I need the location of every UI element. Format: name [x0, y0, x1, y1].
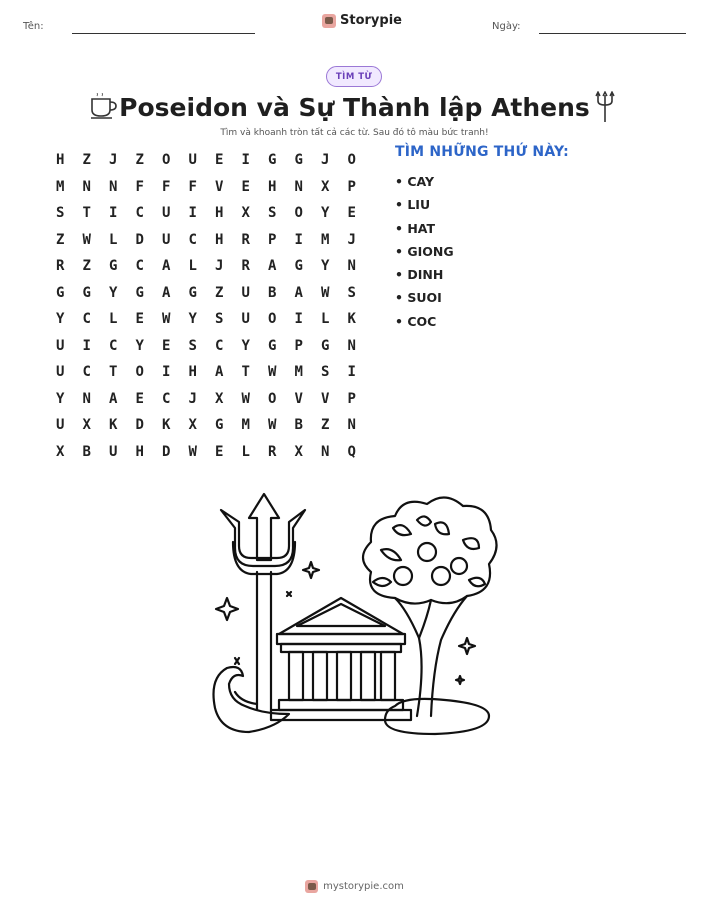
word-list-title: TÌM NHỮNG THỨ NÀY:	[395, 144, 569, 160]
grid-letter[interactable]: X	[82, 417, 91, 434]
storypie-icon	[322, 14, 336, 28]
grid-letter[interactable]: X	[294, 443, 303, 460]
grid-letter[interactable]: E	[162, 337, 171, 354]
grid-letter[interactable]: E	[135, 390, 144, 407]
grid-letter[interactable]: E	[347, 205, 356, 222]
grid-letter[interactable]: I	[82, 337, 91, 354]
grid-letter[interactable]: Q	[347, 443, 356, 460]
grid-letter[interactable]: U	[162, 231, 171, 248]
grid-letter[interactable]: A	[162, 284, 171, 301]
grid-letter[interactable]: J	[188, 390, 197, 407]
grid-letter[interactable]: W	[268, 364, 277, 381]
grid-letter[interactable]: N	[347, 258, 356, 275]
page-title: Poseidon và Sự Thành lập Athens	[119, 93, 590, 122]
grid-letter[interactable]: Y	[241, 337, 250, 354]
grid-letter[interactable]: N	[82, 178, 91, 195]
grid-letter[interactable]: X	[241, 205, 250, 222]
grid-letter[interactable]: C	[109, 337, 118, 354]
grid-letter[interactable]: Y	[321, 205, 330, 222]
grid-letter[interactable]: H	[268, 178, 277, 195]
grid-letter[interactable]: L	[188, 258, 197, 275]
grid-letter[interactable]: M	[56, 178, 65, 195]
grid-letter[interactable]: F	[135, 178, 144, 195]
grid-letter[interactable]: N	[347, 337, 356, 354]
grid-letter[interactable]: P	[294, 337, 303, 354]
grid-letter[interactable]: D	[162, 443, 171, 460]
grid-letter[interactable]: F	[188, 178, 197, 195]
grid-letter[interactable]: Z	[321, 417, 330, 434]
grid-letter[interactable]: A	[162, 258, 171, 275]
grid-letter[interactable]: V	[215, 178, 224, 195]
grid-letter[interactable]: F	[162, 178, 171, 195]
grid-letter[interactable]: R	[241, 231, 250, 248]
grid-letter[interactable]: V	[294, 390, 303, 407]
grid-letter[interactable]: S	[268, 205, 277, 222]
grid-letter[interactable]: C	[82, 364, 91, 381]
grid-letter[interactable]: G	[188, 284, 197, 301]
grid-letter[interactable]: G	[294, 258, 303, 275]
grid-letter[interactable]: D	[135, 417, 144, 434]
grid-letter[interactable]: O	[162, 152, 171, 169]
grid-letter[interactable]: U	[241, 284, 250, 301]
grid-letter[interactable]: N	[321, 443, 330, 460]
word-list-item: • SUOI	[395, 290, 442, 306]
instructions: Tìm và khoanh tròn tất cả các từ. Sau đó tô màu bức tranh!	[220, 128, 489, 138]
grid-letter[interactable]: H	[215, 205, 224, 222]
grid-letter[interactable]: M	[321, 231, 330, 248]
grid-letter[interactable]: O	[268, 311, 277, 328]
badge-label: TÌM TỪ	[335, 71, 373, 82]
grid-letter[interactable]: N	[82, 390, 91, 407]
grid-letter[interactable]: S	[188, 337, 197, 354]
trident-icon	[595, 91, 615, 123]
grid-letter[interactable]: I	[294, 311, 303, 328]
grid-letter[interactable]: O	[294, 205, 303, 222]
grid-letter[interactable]: P	[347, 178, 356, 195]
grid-letter[interactable]: Y	[56, 311, 65, 328]
word-list-item: • DINH	[395, 267, 444, 283]
date-field[interactable]	[539, 33, 686, 34]
grid-letter[interactable]: B	[294, 417, 303, 434]
grid-letter[interactable]: G	[109, 258, 118, 275]
grid-letter[interactable]: O	[268, 390, 277, 407]
grid-letter[interactable]: A	[109, 390, 118, 407]
grid-letter[interactable]: T	[241, 364, 250, 381]
footer-url[interactable]: mystorypie.com	[323, 881, 404, 892]
grid-letter[interactable]: E	[215, 443, 224, 460]
grid-letter[interactable]: D	[135, 231, 144, 248]
grid-letter[interactable]: H	[135, 443, 144, 460]
grid-letter[interactable]: Y	[109, 284, 118, 301]
grid-letter[interactable]: P	[268, 231, 277, 248]
grid-letter[interactable]: N	[347, 417, 356, 434]
grid-letter[interactable]: S	[215, 311, 224, 328]
grid-letter[interactable]: R	[241, 258, 250, 275]
grid-letter[interactable]: C	[82, 311, 91, 328]
grid-letter[interactable]: Z	[135, 152, 144, 169]
grid-letter[interactable]: U	[56, 417, 65, 434]
activity-badge	[326, 66, 382, 87]
grid-letter[interactable]: G	[294, 152, 303, 169]
word-list-item: • CAY	[395, 174, 435, 189]
grid-letter[interactable]: C	[215, 337, 224, 354]
grid-letter[interactable]: I	[162, 364, 171, 381]
grid-letter[interactable]: W	[82, 231, 91, 248]
grid-letter[interactable]: G	[56, 284, 65, 301]
grid-letter[interactable]: M	[241, 417, 250, 434]
word-list-item: • GIONG	[395, 243, 454, 259]
name-field[interactable]	[72, 33, 255, 34]
grid-letter[interactable]: M	[294, 364, 303, 381]
grid-letter[interactable]: L	[241, 443, 250, 460]
grid-letter[interactable]: C	[188, 231, 197, 248]
grid-letter[interactable]: I	[109, 205, 118, 222]
grid-letter[interactable]: H	[188, 364, 197, 381]
grid-letter[interactable]: U	[162, 205, 171, 222]
grid-letter[interactable]: S	[321, 364, 330, 381]
grid-letter[interactable]: W	[268, 417, 277, 434]
grid-letter[interactable]: Y	[188, 311, 197, 328]
grid-letter[interactable]: G	[215, 417, 224, 434]
word-list-item: • COC	[395, 313, 437, 329]
grid-letter[interactable]: K	[109, 417, 118, 434]
grid-letter[interactable]: U	[188, 152, 197, 169]
date-label: Ngày:	[492, 21, 521, 32]
grid-letter[interactable]: J	[347, 231, 356, 248]
grid-letter[interactable]: L	[109, 311, 118, 328]
grid-letter[interactable]: V	[321, 390, 330, 407]
grid-letter[interactable]: S	[56, 205, 65, 222]
grid-letter[interactable]: O	[347, 152, 356, 169]
grid-letter[interactable]: J	[321, 152, 330, 169]
grid-letter[interactable]: J	[109, 152, 118, 169]
grid-letter[interactable]: U	[241, 311, 250, 328]
grid-letter[interactable]: W	[321, 284, 330, 301]
grid-letter[interactable]: N	[109, 178, 118, 195]
grid-letter[interactable]: Y	[56, 390, 65, 407]
grid-letter[interactable]: I	[241, 152, 250, 169]
grid-letter[interactable]: A	[294, 284, 303, 301]
storypie-icon	[305, 880, 318, 893]
grid-letter[interactable]: Z	[82, 152, 91, 169]
grid-letter[interactable]: X	[56, 443, 65, 460]
grid-letter[interactable]: G	[268, 152, 277, 169]
grid-letter[interactable]: Y	[135, 337, 144, 354]
grid-letter[interactable]: H	[215, 231, 224, 248]
grid-letter[interactable]: R	[268, 443, 277, 460]
brand-logo	[322, 13, 402, 28]
grid-letter[interactable]: B	[268, 284, 277, 301]
word-list	[395, 170, 454, 333]
grid-letter[interactable]: B	[82, 443, 91, 460]
grid-letter[interactable]: X	[188, 417, 197, 434]
grid-letter[interactable]: Z	[215, 284, 224, 301]
grid-letter[interactable]: K	[347, 311, 356, 328]
grid-letter[interactable]: G	[321, 337, 330, 354]
grid-letter[interactable]: W	[241, 390, 250, 407]
grid-letter[interactable]: U	[109, 443, 118, 460]
grid-letter[interactable]: X	[321, 178, 330, 195]
grid-letter[interactable]: G	[82, 284, 91, 301]
word-list-item: • HAT	[395, 220, 436, 236]
grid-letter[interactable]: N	[294, 178, 303, 195]
grid-letter[interactable]: C	[162, 390, 171, 407]
grid-letter[interactable]: Z	[82, 258, 91, 275]
word-list-item: • LIU	[395, 197, 431, 213]
word-search-grid	[47, 147, 365, 465]
footer	[0, 880, 709, 893]
grid-letter[interactable]: W	[188, 443, 197, 460]
grid-letter[interactable]: Y	[321, 258, 330, 275]
grid-letter[interactable]: R	[56, 258, 65, 275]
grid-letter[interactable]: Z	[56, 231, 65, 248]
grid-letter[interactable]: T	[82, 205, 91, 222]
grid-letter[interactable]: I	[294, 231, 303, 248]
grid-letter[interactable]: G	[135, 284, 144, 301]
grid-letter[interactable]: I	[347, 364, 356, 381]
grid-letter[interactable]: G	[268, 337, 277, 354]
grid-letter[interactable]: J	[215, 258, 224, 275]
name-label: Tên:	[23, 21, 44, 32]
grid-letter[interactable]: A	[268, 258, 277, 275]
brand-name: Storypie	[340, 13, 402, 28]
grid-letter[interactable]: O	[135, 364, 144, 381]
grid-letter[interactable]: C	[135, 258, 144, 275]
grid-letter[interactable]: K	[162, 417, 171, 434]
grid-letter[interactable]: P	[347, 390, 356, 407]
grid-letter[interactable]: C	[135, 205, 144, 222]
grid-letter[interactable]: U	[56, 337, 65, 354]
grid-letter[interactable]: L	[321, 311, 330, 328]
grid-letter[interactable]: L	[109, 231, 118, 248]
poseidon-trident-temple-olive-tree-icon	[205, 488, 500, 750]
grid-letter[interactable]: X	[215, 390, 224, 407]
grid-letter[interactable]: H	[56, 152, 65, 169]
grid-letter[interactable]: A	[215, 364, 224, 381]
grid-letter[interactable]: T	[109, 364, 118, 381]
grid-letter[interactable]: U	[56, 364, 65, 381]
grid-letter[interactable]: E	[241, 178, 250, 195]
grid-letter[interactable]: E	[215, 152, 224, 169]
grid-letter[interactable]: W	[162, 311, 171, 328]
grid-letter[interactable]: I	[188, 205, 197, 222]
grid-letter[interactable]: E	[135, 311, 144, 328]
grid-letter[interactable]: S	[347, 284, 356, 301]
